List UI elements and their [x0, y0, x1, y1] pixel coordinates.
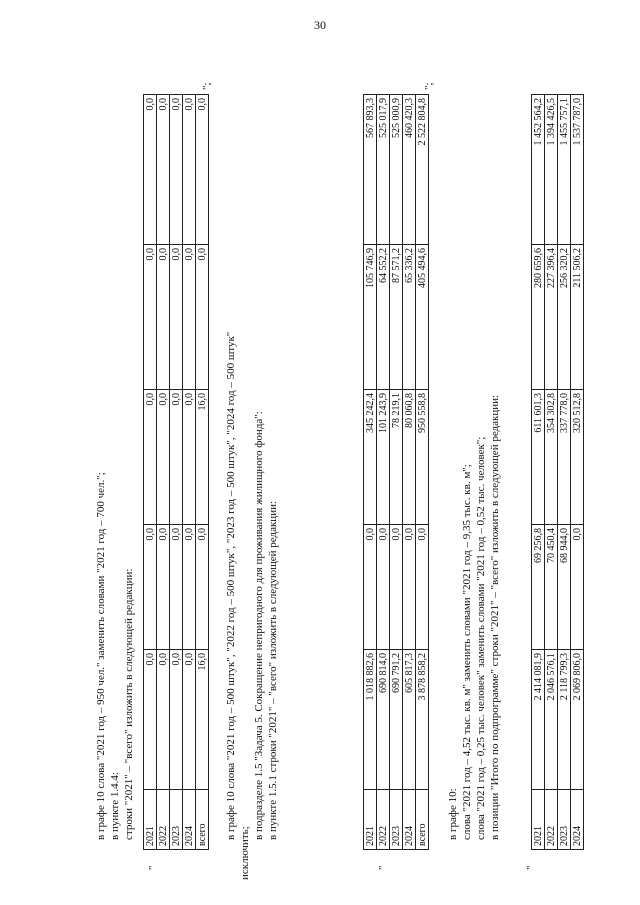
table-cell: 1 452 564,2: [532, 95, 545, 245]
table-cell: 0,0: [144, 390, 157, 525]
rotated-page-content: [95, 50, 615, 880]
table-row-label: 2021: [144, 790, 157, 850]
table-cell: 280 659,6: [532, 245, 545, 390]
table-cell: 69 256,8: [532, 525, 545, 650]
table-row: [157, 95, 170, 850]
table-cell: 0,0: [144, 650, 157, 790]
table-cell: 611 601,3: [532, 390, 545, 525]
table-cell: 70 450,4: [545, 525, 558, 650]
section2-table-body: [364, 95, 429, 850]
table-cell: 0,0: [364, 525, 377, 650]
section3-line4: в позиции "Итого по подпрограмме" строки "2021" – "всего" изложить в следующей редакции:: [489, 394, 501, 840]
section2-line4: в пункте 1.5.1 строки "2021" – "всего" изложить в следующей редакции:: [267, 500, 279, 840]
table-row-label: всего: [196, 790, 209, 850]
table-cell: 525 017,9: [377, 95, 390, 245]
table-cell: 0,0: [170, 95, 183, 245]
table-cell: 65 336,2: [403, 245, 416, 390]
table-cell: 227 396,4: [545, 245, 558, 390]
table-cell: 0,0: [196, 245, 209, 390]
table-cell: 0,0: [144, 525, 157, 650]
table-cell: 2 522 804,8: [416, 95, 429, 245]
table-cell: 1 455 757,1: [558, 95, 571, 245]
table-cell: 0,0: [183, 95, 196, 245]
table-cell: 78 219,1: [390, 390, 403, 525]
table-cell: 0,0: [157, 390, 170, 525]
section1-line2: в пункте 1.4.4:: [109, 772, 121, 840]
table-cell: 0,0: [183, 525, 196, 650]
table-row-label: 2024: [183, 790, 196, 850]
table-cell: 2 046 576,1: [545, 650, 558, 790]
table-cell: 354 302,8: [545, 390, 558, 525]
table-row: [532, 95, 545, 850]
table-row: [545, 95, 558, 850]
table-row: [196, 95, 209, 850]
table-row-label: 2021: [364, 790, 377, 850]
table-row: [364, 95, 377, 850]
table-row-label: 2022: [545, 790, 558, 850]
table-row-label: 2024: [403, 790, 416, 850]
table-cell: 525 000,9: [390, 95, 403, 245]
table-cell: 0,0: [170, 525, 183, 650]
table-cell: 337 778,0: [558, 390, 571, 525]
table-row-label: всего: [416, 790, 429, 850]
table-cell: 0,0: [183, 245, 196, 390]
table-cell: 0,0: [196, 525, 209, 650]
table-cell: 16,0: [196, 650, 209, 790]
table-cell: 211 506,2: [571, 245, 584, 390]
section2-open-quote: ": [377, 865, 389, 870]
section1-line3: строки "2021" – "всего" изложить в следующей редакции:: [123, 568, 135, 840]
table-row-label: 2022: [157, 790, 170, 850]
section3-open-quote: ": [525, 865, 537, 870]
section2-close-quote: ";: [423, 82, 435, 90]
table-cell: 690 814,0: [377, 650, 390, 790]
table-cell: 0,0: [403, 525, 416, 650]
table-cell: 256 320,2: [558, 245, 571, 390]
table-cell: 460 420,3: [403, 95, 416, 245]
section3-table: [531, 94, 584, 850]
table-cell: 0,0: [170, 390, 183, 525]
section1-table: [143, 94, 209, 850]
table-cell: 0,0: [390, 525, 403, 650]
table-cell: 0,0: [170, 650, 183, 790]
section1-table-body: [144, 95, 209, 850]
table-cell: 87 571,2: [390, 245, 403, 390]
table-cell: 0,0: [183, 650, 196, 790]
table-cell: 405 494,6: [416, 245, 429, 390]
section3-table-body: [532, 95, 584, 850]
table-cell: 0,0: [170, 245, 183, 390]
table-row-label: 2023: [558, 790, 571, 850]
table-cell: 0,0: [157, 650, 170, 790]
table-cell: 0,0: [377, 525, 390, 650]
table-cell: 0,0: [157, 245, 170, 390]
table-row: [377, 95, 390, 850]
table-cell: 64 552,2: [377, 245, 390, 390]
table-row: [183, 95, 196, 850]
table-cell: 690 791,2: [390, 650, 403, 790]
section3-line3: слова "2021 год – 0,25 тыс. человек" заменить словами "2021 год – 0,52 тыс. человек";: [475, 436, 487, 840]
table-row-label: 2023: [170, 790, 183, 850]
table-row: [170, 95, 183, 850]
section3-line2: слова "2021 год – 4,52 тыс. кв. м" заменить словами "2021 год – 9,35 тыс. кв. м";: [461, 464, 473, 840]
table-cell: 0,0: [183, 390, 196, 525]
table-cell: 3 878 858,2: [416, 650, 429, 790]
table-cell: 0,0: [157, 525, 170, 650]
table-cell: 101 243,9: [377, 390, 390, 525]
table-cell: 105 746,9: [364, 245, 377, 390]
table-cell: 345 242,4: [364, 390, 377, 525]
table-row: [403, 95, 416, 850]
table-row: [416, 95, 429, 850]
table-cell: 0,0: [144, 245, 157, 390]
section2-line3: в подразделе 1.5 "Задача 5. Сокращение непригодного для проживания жилищного фонда":: [253, 411, 265, 840]
section1-line1: в графе 10 слова "2021 год – 950 чел." заменить словами "2021 год – 700 чел.";: [95, 472, 107, 840]
table-cell: 2 414 081,9: [532, 650, 545, 790]
table-row: [558, 95, 571, 850]
section3-line1: в графе 10:: [447, 788, 459, 840]
table-cell: 1 018 882,6: [364, 650, 377, 790]
table-cell: 0,0: [416, 525, 429, 650]
table-cell: 320 512,8: [571, 390, 584, 525]
table-row: [144, 95, 157, 850]
section2-table: [363, 94, 429, 850]
table-cell: 1 537 787,0: [571, 95, 584, 245]
table-cell: 0,0: [144, 95, 157, 245]
table-cell: 68 944,0: [558, 525, 571, 650]
table-cell: 2 118 799,3: [558, 650, 571, 790]
table-cell: 16,0: [196, 390, 209, 525]
table-row: [390, 95, 403, 850]
table-cell: 0,0: [571, 525, 584, 650]
section2-line2: исключить;: [239, 826, 251, 880]
table-row-label: 2023: [390, 790, 403, 850]
section1-open-quote: ": [147, 865, 159, 870]
section1-close-quote: ";: [201, 82, 213, 90]
page-number: 30: [314, 18, 326, 32]
table-row-label: 2021: [532, 790, 545, 850]
table-cell: 950 558,8: [416, 390, 429, 525]
table-cell: 2 069 806,0: [571, 650, 584, 790]
section2-line1: в графе 10 слова "2021 год – 500 штук", "2022 год – 500 штук", "2023 год – 500 штук", "2024 год – 500 штук": [225, 331, 237, 840]
table-row-label: 2022: [377, 790, 390, 850]
table-cell: 567 893,3: [364, 95, 377, 245]
table-cell: 80 060,8: [403, 390, 416, 525]
table-row-label: 2024: [571, 790, 584, 850]
table-row: [571, 95, 584, 850]
table-cell: 1 394 426,5: [545, 95, 558, 245]
table-cell: 0,0: [196, 95, 209, 245]
table-cell: 0,0: [157, 95, 170, 245]
table-cell: 605 817,3: [403, 650, 416, 790]
